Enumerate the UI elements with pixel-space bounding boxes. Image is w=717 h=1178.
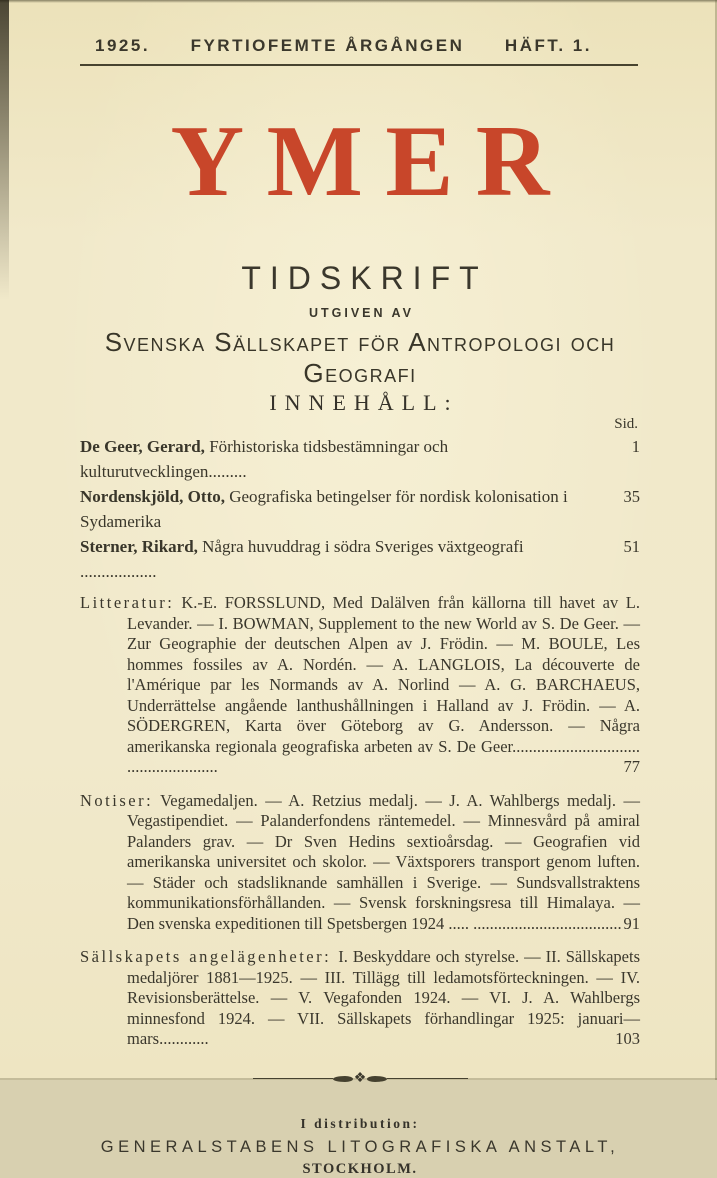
contents-body — [80, 434, 640, 1178]
article-page-number: 51 — [623, 537, 640, 556]
published-by-label: UTGIVEN AV — [308, 306, 414, 320]
section-page-number: 77 — [623, 757, 640, 776]
leaf-ornament-icon — [333, 1076, 353, 1082]
divider-line — [387, 1078, 467, 1079]
section-label: Litteratur: — [80, 593, 175, 612]
section-text: K.-E. FORSSLUND, Med Dalälven från källorna till havet av L. Levander. — I. BOWMAN, Supplement to the new World av S. De Geer. — Zur Geographie der deutschen Alpen av J. Frödin. — M. BOULE, Les hommes fossiles av A. Nordén. — A. LANGLOIS, La découverte de l'Amérique par les Normands av A. Norlind — A. G. BARCHAEUS, Underrättelse angående lanthushållningen i Halland av J. Frödin. — A. SÖDERGREN, Karta över Göteborg av G. Andersson. — Några amerikanska regionala geografiska arbeten av S. De Geer............................... ...................... — [127, 593, 640, 776]
section-text: Vegamedaljen. — A. Retzius medalj. — J. A. Wahlbergs medalj. — Vegastipendiet. — Palanderfondens räntemedel. — Minnesvård på amiral Palanders grav. — Dr Sven Hedins sextioårsdag. — Geografien vid amerikanska universitet och skolor. — Växtsporers transport genom luften. — Städer och stadsliknande samhällen i Sverige. — Sundsvallstraktens kommunikationsförhållanden. — Svensk forskningsresa till Himalaya. — Den svenska expeditionen till Spetsbergen 1924 ..... .................................... — [127, 790, 640, 933]
article-page-number: 35 — [623, 487, 640, 506]
scan-edge-left — [0, 0, 9, 300]
page-column-label: Sid. — [614, 416, 638, 432]
masthead-row — [80, 36, 640, 56]
distribution-label: I distribution: — [300, 1115, 420, 1131]
printer-name: GENERALSTABENS LITOGRAFISKA ANSTALT, — [100, 1137, 620, 1156]
printer-city: STOCKHOLM. — [302, 1160, 418, 1177]
masthead-rule — [80, 64, 638, 66]
article-title: Några huvuddrag i södra Sveriges växtgeografi .................. — [80, 537, 524, 581]
article-entry — [80, 484, 640, 534]
article-text — [80, 484, 598, 534]
article-title: Geografiska betingelser för nordisk kolonisation i Sydamerika — [80, 487, 568, 531]
section-label: Notiser: — [80, 790, 154, 810]
contents-heading: INNEHÅLL: — [269, 390, 459, 415]
journal-subtitle: TIDSKRIFT — [241, 260, 488, 296]
issue-label: HÄFT. 1. — [504, 36, 592, 55]
article-entry — [80, 534, 640, 584]
section-text: I. Beskyddare och styrelse. — II. Sällskapets medaljörer 1881—1925. — III. Tillägg till ledamotsförteckningen. — IV. Revisionsberättelse. — V. Vegafonden 1924. — VI. J. A. Wahlbergs minnesfond 1924. — VII. Sällskapets förhandlingar 1925: januari—mars............ — [127, 947, 641, 1048]
article-entry — [80, 434, 640, 484]
section-label: Sällskapets angelägenheter: — [80, 947, 332, 966]
ornament-divider — [253, 1072, 468, 1086]
year-label: 1925. — [95, 36, 151, 55]
flower-ornament-icon: ❖ — [353, 1070, 367, 1086]
divider-line — [253, 1078, 333, 1079]
toc-section-sallskapets-angelagenheter — [80, 947, 640, 1050]
journal-title: YMER — [170, 105, 572, 218]
article-author: Sterner, Rikard, — [80, 537, 198, 556]
section-page-number: 103 — [615, 1029, 640, 1048]
article-author: Nordenskjöld, Otto, — [80, 487, 225, 506]
article-text — [80, 434, 598, 484]
volume-label: FYRTIOFEMTE ÅRGÅNGEN — [190, 36, 465, 55]
section-page-number: 91 — [623, 913, 640, 933]
toc-section-notiser — [80, 791, 640, 935]
article-title: Förhistoriska tidsbestämningar och kulturutvecklingen......... — [80, 437, 449, 481]
society-name: Svenska Sällskapet för Antropologi och Geografi — [104, 327, 616, 388]
article-author: De Geer, Gerard, — [80, 437, 205, 456]
scan-edge-top — [0, 0, 717, 3]
article-page-number: 1 — [631, 437, 640, 456]
toc-section-litteratur — [80, 593, 640, 778]
leaf-ornament-icon — [367, 1076, 387, 1082]
article-text — [80, 534, 598, 584]
